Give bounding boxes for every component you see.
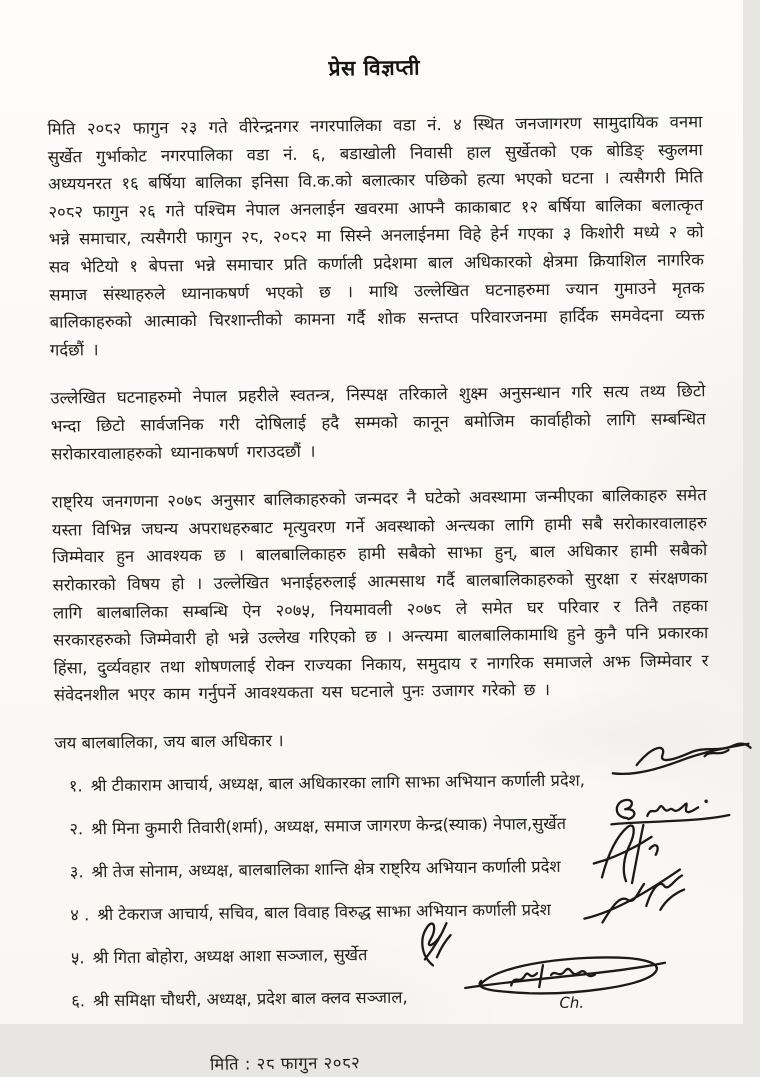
signatory-number: १. bbox=[68, 776, 83, 796]
signatory-text: श्री मिना कुमारी तिवारी(शर्मा), अध्यक्ष, समाज जागरण केन्द्र(स्याक) नेपाल,सुर्खेत bbox=[91, 813, 567, 839]
slogan-line: जय बालबालिका, जय बाल अधिकार । bbox=[54, 730, 284, 753]
signatory-row-1 bbox=[69, 766, 710, 802]
signatory-text: श्री गिता बोहोरा, अध्यक्ष आशा सञ्जाल, सुर्खेत bbox=[92, 944, 368, 968]
signature-6-initials: Ch. bbox=[559, 993, 585, 1012]
signatory-text: श्री टीकाराम आचार्य, अध्यक्ष, बाल अधिकारका लागि साझा अभियान कर्णाली प्रदेश, bbox=[90, 770, 586, 796]
signatory-text: श्री टेकराज आचार्य, सचिव, बाल विवाह विरुद्ध साझा अभियान कर्णाली प्रदेश bbox=[97, 899, 551, 925]
page-title: प्रेस विज्ञप्ती bbox=[328, 55, 421, 81]
paragraph-incident-summary: मिति २०८२ फागुन २३ गते वीरेन्द्रनगर नगरपालिका वडा नं. ४ स्थित जनजागरण सामुदायिक वनमा सुर्खेत गुर्भाकोट नगरपालिका वडा नं. ६, बडाखोली निवासी हाल सुर्खेतको एक बोडिङ् स्कुलमा अध्ययनरत १६ बर्षिया बालिका इनिसा वि.क.को बलात्कार पछिको हत्या भएको घटना । त्यसैगरी मिति २०८२ फागुन २६ गते पश्चिम नेपाल अनलाईन खवरमा आफ्नै काकाबाट १२ बर्षिया बालिका बलात्कृत भन्ने समाचार, त्यसैगरी फागुन २८, २०८२ मा सिस्ने अनलाईनमा विहे हेर्न गएका ३ किशोरी मध्ये २ को सव भेटियो १ बेपत्ता भन्ने समाचार प्रति कर्णाली प्रदेशमा बाल अधिकारको क्षेत्रमा क्रियाशिल नागरिक समाज संस्थाहरुले ध्यानाकषर्ण भएको छ । माथि उल्लेखित घटनाहरुमा ज्यान गुमाउने मृतक बालिकाहरुको आत्माको चिरशान्तीको कामना गर्दै शोक सन्तप्त परिवारजनमा हार्दिक समवेदना व्यक्त गर्दछौं । bbox=[47, 112, 705, 360]
signatory-number: २. bbox=[69, 819, 84, 839]
signatory-number: ३. bbox=[69, 862, 84, 882]
signatory-number: ४ . bbox=[70, 905, 90, 925]
signatory-row-3 bbox=[70, 852, 711, 888]
signatory-row-2 bbox=[69, 809, 710, 845]
signatory-number: ६. bbox=[71, 991, 86, 1011]
date-line: मिति : २८ फागुन २०८२ bbox=[209, 1053, 361, 1074]
signatory-text: श्री तेज सोनाम, अध्यक्ष, बालबालिका शान्ति क्षेत्र राष्ट्रिय अभियान कर्णाली प्रदेश bbox=[91, 856, 561, 882]
paragraph-demand-investigation: उल्लेखित घटनाहरुमो नेपाल प्रहरीले स्वतन्त्र, निस्पक्ष तरिकाले शुक्ष्म अनुसन्धान गरि सत्य तथ्य छिटो भन्दा छिटो सार्वजनिक गरी दोषिलाई हदै सम्मको कानून बमोजिम कार्वाहीको लागि सम्बन्धित सरोकारवालाहरुको ध्यानाकषर्ण गराउदछौं । bbox=[50, 381, 706, 464]
signatory-list bbox=[55, 766, 713, 1017]
signatory-row-5 bbox=[71, 938, 712, 974]
signatory-number: ५. bbox=[70, 948, 85, 968]
signatory-row-4 bbox=[70, 895, 711, 931]
signatory-text: श्री समिक्षा चौधरी, अध्यक्ष, प्रदेश बाल क्लव सञ्जाल, bbox=[92, 987, 408, 1011]
signatory-row-6 bbox=[71, 981, 712, 1017]
paragraph-child-rights-context: राष्ट्रिय जनगणना २०७८ अनुसार बालिकाहरुको जन्मदर नै घटेको अवस्थामा जन्मीएका बालिकाहरु समेत यस्ता विभिन्न जघन्य अपराधहरुबाट मृत्युवरण गर्ने अवस्थाको अन्त्यका लागि हामी सबै सरोकारवालाहरु जिम्मेवार हुन आवश्यक छ । बालबालिकाहरु हामी सबैको साझा हुन्, बाल अधिकार हामी सबैको सरोकारको विषय हो । उल्लेखित भनाईहरुलाई आत्मसाथ गर्दै बालबालिकाहरुको सुरक्षा र संरक्षणका लागि बालबालिका सम्बन्धि ऐन २०७५, नियमावली २०७८ ले समेत घर परिवार र तिनै तहका सरकारहरुको जिम्मेवारी हो भन्ने उल्लेख गरिएको छ । अन्त्यमा बालबालिकामाथि हुने कुनै पनि प्रकारका हिंसा, दुर्व्यवहार तथा शोषणलाई रोक्न राज्यका निकाय, समुदाय र नागरिक समाजले अझ जिम्मेवार र संवेदनशील भएर काम गर्नुपर्ने आवश्यकता यस घटनाले पुनः उजागर गरेको छ । bbox=[51, 485, 709, 705]
